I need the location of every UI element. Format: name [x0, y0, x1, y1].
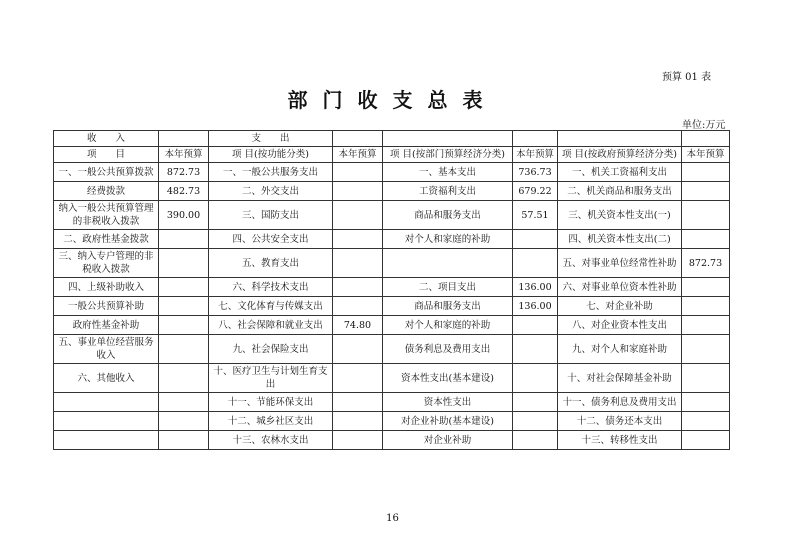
table-cell: 九、社会保险支出	[209, 335, 333, 364]
table-cell: 五、教育支出	[209, 249, 333, 278]
table-cell: 商品和服务支出	[383, 201, 513, 230]
table-cell	[513, 412, 558, 431]
table-row	[54, 182, 730, 201]
table-cell	[54, 412, 159, 431]
table-cell: 工资福利支出	[383, 182, 513, 201]
table-cell	[383, 131, 513, 147]
table-cell	[159, 412, 209, 431]
table-cell: 十二、债务还本支出	[558, 412, 682, 431]
table-cell: 七、文化体育与传媒支出	[209, 297, 333, 316]
table-cell: 十、对社会保障基金补助	[558, 364, 682, 393]
table-cell	[159, 335, 209, 364]
table-cell: 136.00	[513, 297, 558, 316]
table-cell: 五、事业单位经营服务收入	[54, 335, 159, 364]
table-cell: 十三、农林水支出	[209, 431, 333, 450]
table-cell	[333, 364, 383, 393]
table-cell: 七、对企业补助	[558, 297, 682, 316]
table-cell: 三、机关资本性支出(一)	[558, 201, 682, 230]
table-cell	[333, 201, 383, 230]
table-cell: 390.00	[159, 201, 209, 230]
table-cell	[333, 182, 383, 201]
table-cell	[383, 249, 513, 278]
table-cell: 一、机关工资福利支出	[558, 163, 682, 182]
column-header-row	[54, 147, 730, 163]
table-cell: 二、政府性基金拨款	[54, 230, 159, 249]
table-row	[54, 163, 730, 182]
table-cell: 十一、节能环保支出	[209, 393, 333, 412]
budget-table	[53, 130, 730, 450]
table-row	[54, 297, 730, 316]
table-cell	[513, 316, 558, 335]
table-cell	[159, 316, 209, 335]
table-cell	[682, 316, 730, 335]
table-cell: 一般公共预算补助	[54, 297, 159, 316]
table-cell	[333, 412, 383, 431]
table-cell: 本年预算	[513, 147, 558, 163]
table-cell: 本年预算	[159, 147, 209, 163]
table-cell: 支 出	[209, 131, 333, 147]
table-cell	[333, 431, 383, 450]
table-cell	[159, 249, 209, 278]
table-cell: 一、一般公共服务支出	[209, 163, 333, 182]
table-row	[54, 316, 730, 335]
table-cell	[682, 393, 730, 412]
page-number: 16	[386, 513, 399, 524]
table-cell: 三、国防支出	[209, 201, 333, 230]
table-cell: 十、医疗卫生与计划生育支出	[209, 364, 333, 393]
table-cell	[513, 131, 558, 147]
table-cell: 纳入一般公共预算管理的非税收入拨款	[54, 201, 159, 230]
table-cell	[333, 335, 383, 364]
table-cell	[333, 131, 383, 147]
table-cell	[159, 297, 209, 316]
table-cell: 对个人和家庭的补助	[383, 230, 513, 249]
table-cell	[513, 431, 558, 450]
table-cell: 对企业补助	[383, 431, 513, 450]
table-cell: 政府性基金补助	[54, 316, 159, 335]
table-cell: 二、机关商品和服务支出	[558, 182, 682, 201]
table-cell: 一、一般公共预算拨款	[54, 163, 159, 182]
table-cell: 八、社会保障和就业支出	[209, 316, 333, 335]
table-cell	[682, 230, 730, 249]
table-row	[54, 364, 730, 393]
table-cell: 六、对事业单位资本性补助	[558, 278, 682, 297]
unit-label: 单位:万元	[682, 120, 726, 131]
table-cell: 资本性支出(基本建设)	[383, 364, 513, 393]
table-cell	[682, 364, 730, 393]
table-cell: 872.73	[159, 163, 209, 182]
table-cell	[159, 431, 209, 450]
table-cell	[682, 335, 730, 364]
table-cell: 项 目(按部门预算经济分类)	[383, 147, 513, 163]
table-cell: 三、纳入专户管理的非税收入拨款	[54, 249, 159, 278]
table-cell: 九、对个人和家庭补助	[558, 335, 682, 364]
table-cell: 项 目	[54, 147, 159, 163]
table-cell: 六、其他收入	[54, 364, 159, 393]
table-row	[54, 278, 730, 297]
table-cell	[513, 230, 558, 249]
table-cell: 收 入	[54, 131, 159, 147]
table-cell	[159, 393, 209, 412]
table-cell: 一、基本支出	[383, 163, 513, 182]
table-cell: 对个人和家庭的补助	[383, 316, 513, 335]
table-cell: 对企业补助(基本建设)	[383, 412, 513, 431]
table-cell: 五、对事业单位经常性补助	[558, 249, 682, 278]
table-cell: 八、对企业资本性支出	[558, 316, 682, 335]
table-cell	[159, 278, 209, 297]
table-cell	[682, 163, 730, 182]
table-cell: 经费拨款	[54, 182, 159, 201]
table-cell	[54, 393, 159, 412]
table-cell: 资本性支出	[383, 393, 513, 412]
table-cell: 二、外交支出	[209, 182, 333, 201]
table-cell	[54, 431, 159, 450]
table-cell: 136.00	[513, 278, 558, 297]
table-cell: 项 目(按政府预算经济分类)	[558, 147, 682, 163]
table-cell: 四、公共安全支出	[209, 230, 333, 249]
table-cell	[333, 163, 383, 182]
table-row	[54, 201, 730, 230]
table-cell: 十二、城乡社区支出	[209, 412, 333, 431]
table-cell	[682, 201, 730, 230]
table-cell: 74.80	[333, 316, 383, 335]
table-cell: 四、机关资本性支出(二)	[558, 230, 682, 249]
table-cell: 二、项目支出	[383, 278, 513, 297]
table-cell: 项 目(按功能分类)	[209, 147, 333, 163]
table-cell: 商品和服务支出	[383, 297, 513, 316]
table-cell: 736.73	[513, 163, 558, 182]
table-cell	[682, 412, 730, 431]
table-cell	[333, 249, 383, 278]
page-title: 部门收支总表	[287, 88, 498, 112]
table-cell: 本年预算	[682, 147, 730, 163]
table-cell	[682, 278, 730, 297]
table-cell	[682, 297, 730, 316]
group-header-row	[54, 131, 730, 147]
table-row	[54, 249, 730, 278]
table-cell: 本年预算	[333, 147, 383, 163]
table-cell: 十三、转移性支出	[558, 431, 682, 450]
table-cell: 57.51	[513, 201, 558, 230]
table-cell	[682, 431, 730, 450]
table-cell: 四、上级补助收入	[54, 278, 159, 297]
table-cell: 872.73	[682, 249, 730, 278]
table-cell	[682, 131, 730, 147]
table-cell	[682, 182, 730, 201]
table-cell: 债务利息及费用支出	[383, 335, 513, 364]
form-number: 预算 01 表	[662, 72, 712, 83]
table-cell	[333, 230, 383, 249]
table-cell	[513, 393, 558, 412]
table-row	[54, 431, 730, 450]
table-cell	[159, 230, 209, 249]
table-cell: 482.73	[159, 182, 209, 201]
table-row	[54, 335, 730, 364]
table-cell	[558, 131, 682, 147]
table-cell: 679.22	[513, 182, 558, 201]
table-row	[54, 393, 730, 412]
table-cell	[333, 393, 383, 412]
table-cell	[513, 364, 558, 393]
table-cell	[513, 335, 558, 364]
table-cell	[333, 297, 383, 316]
table-cell: 六、科学技术支出	[209, 278, 333, 297]
table-row	[54, 230, 730, 249]
table-cell: 十一、债务利息及费用支出	[558, 393, 682, 412]
table-cell	[513, 249, 558, 278]
table-row	[54, 412, 730, 431]
table-cell	[333, 278, 383, 297]
table-cell	[159, 131, 209, 147]
table-cell	[159, 364, 209, 393]
